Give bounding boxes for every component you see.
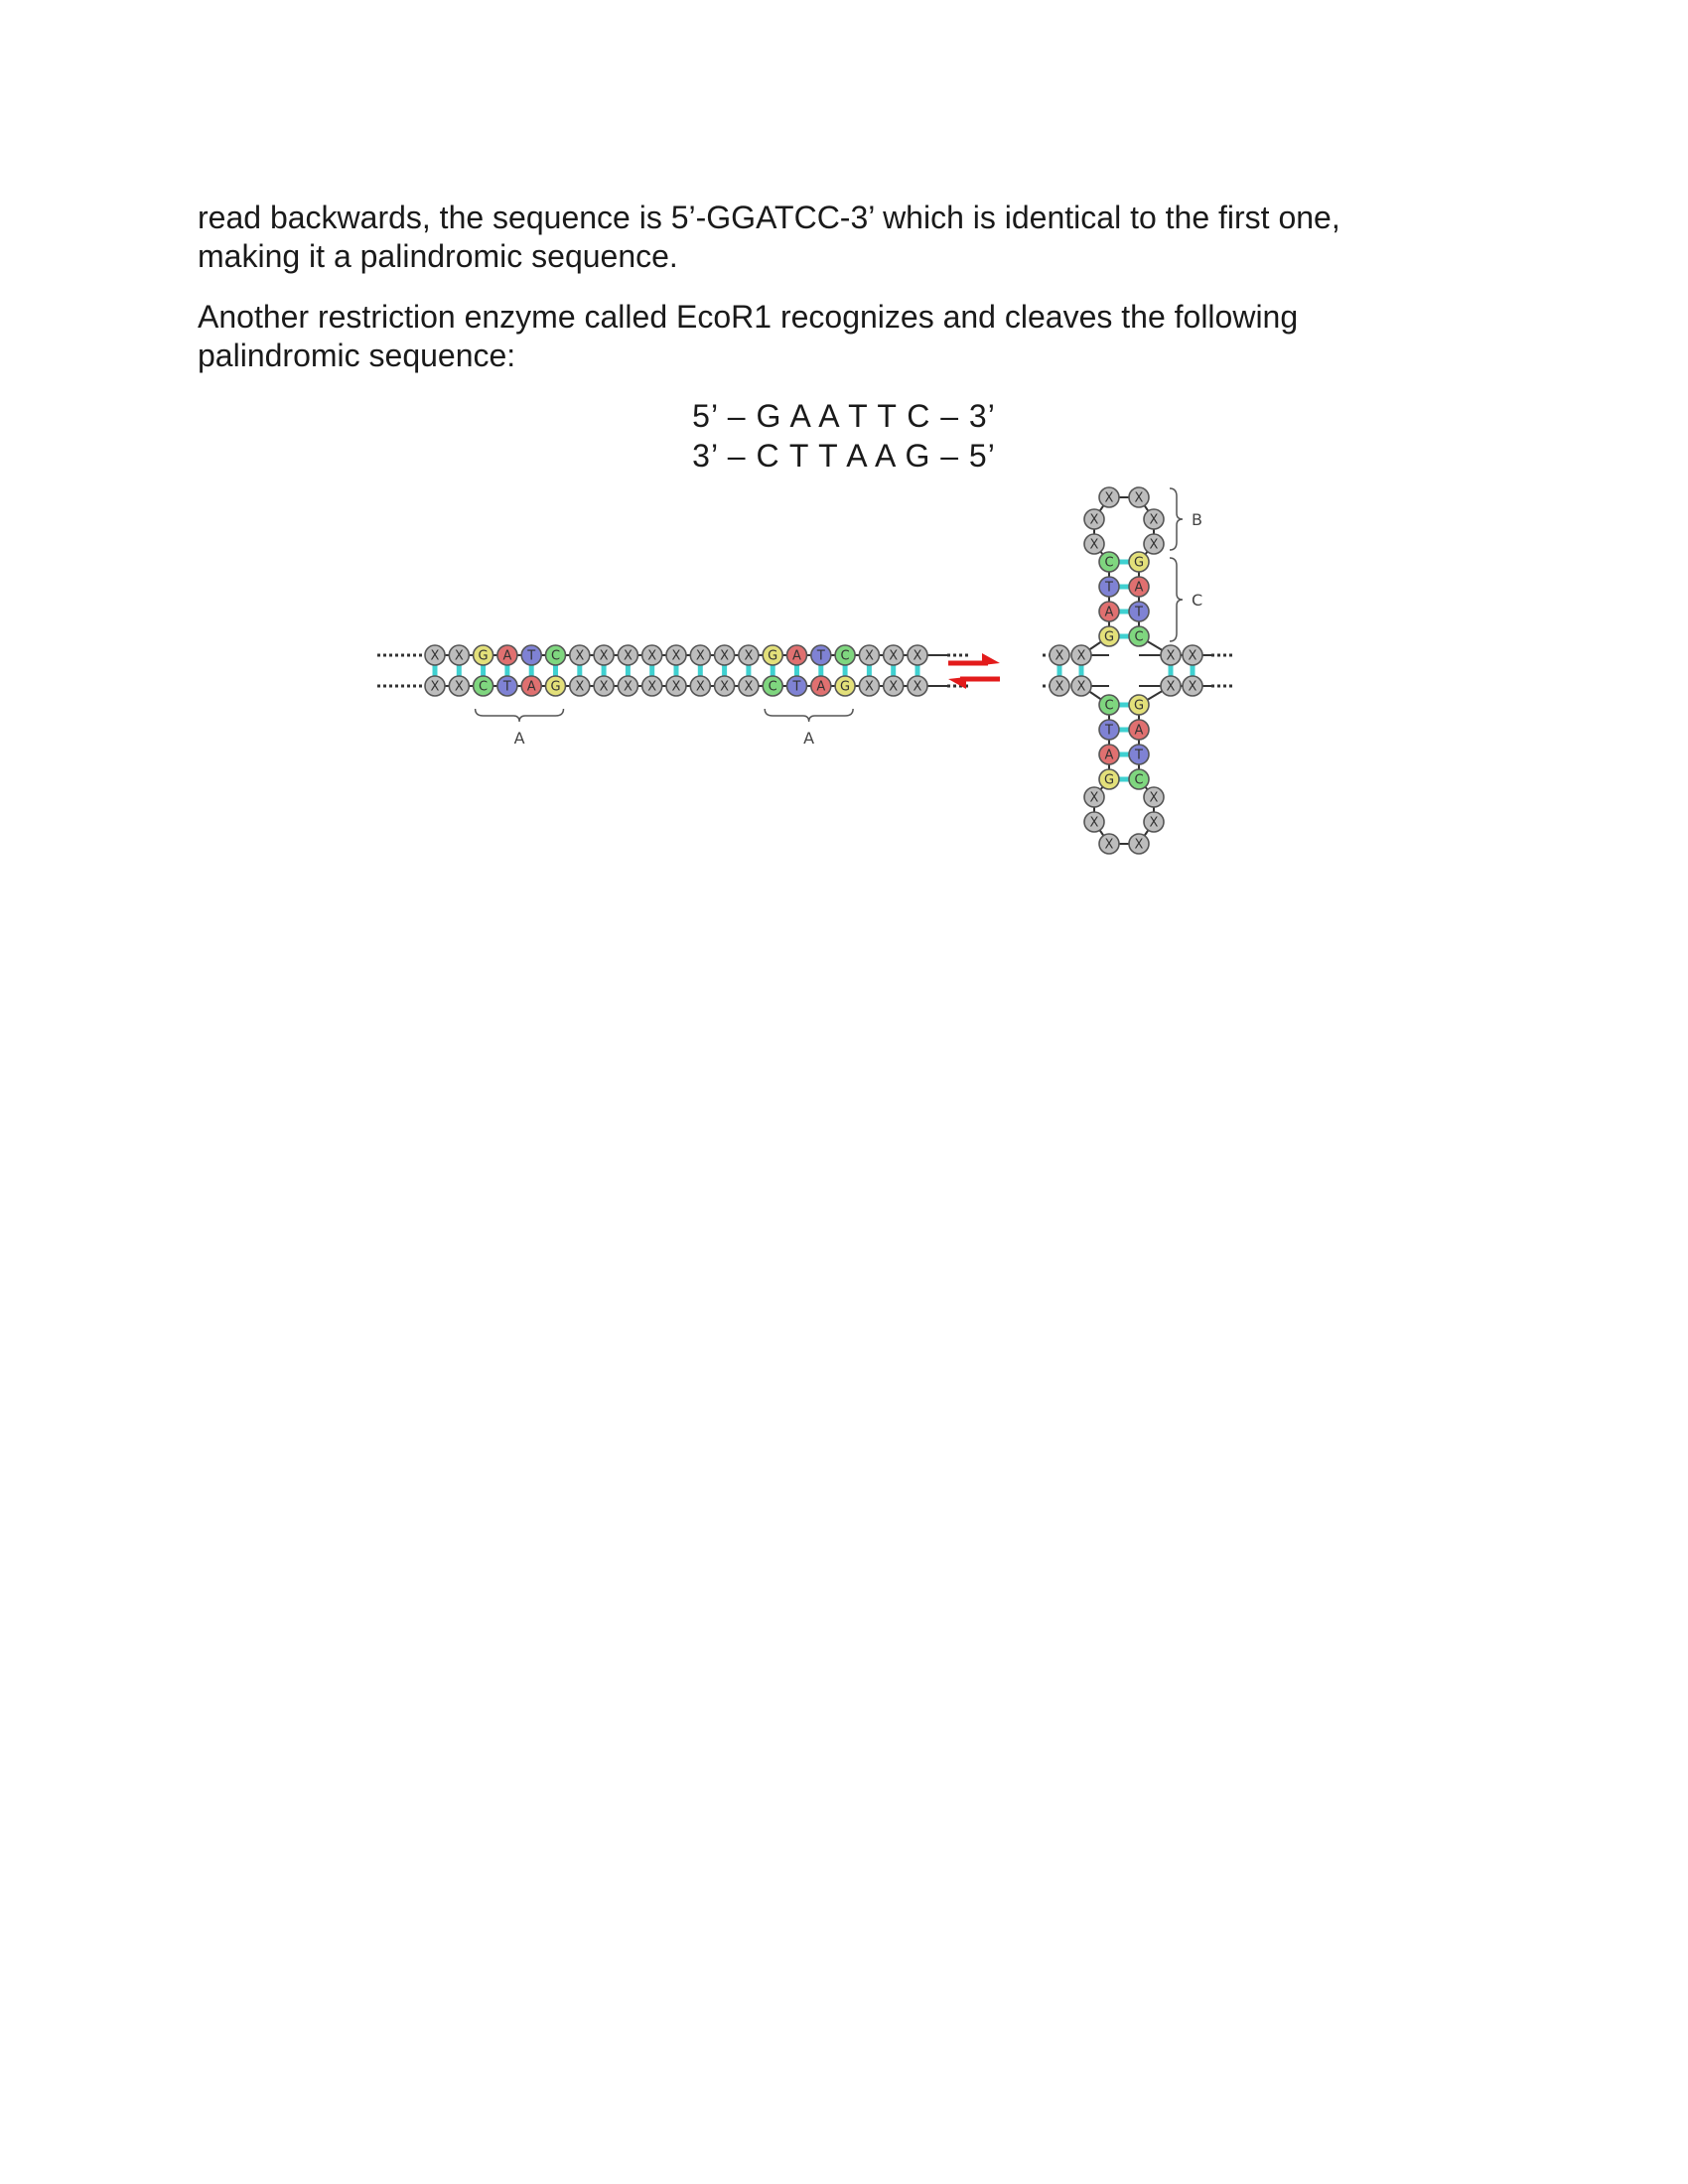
nucleotide-X: [715, 645, 735, 665]
nucleotide-X: [666, 645, 686, 665]
nucleotide-X: [1084, 534, 1104, 554]
nucleotide-C: [1099, 552, 1119, 572]
nucleotide-X: [859, 676, 879, 696]
nucleotide-A: [497, 645, 517, 665]
palindrome-brace: [476, 709, 564, 722]
arrow-forward-head: [982, 653, 1000, 665]
nucleotide-A: [1129, 577, 1149, 597]
nucleotide-letter: G: [1133, 555, 1145, 571]
nucleotide-letter: A: [1104, 748, 1114, 763]
nucleotide-letter: X: [695, 679, 705, 695]
nucleotide-X: [908, 645, 927, 665]
nucleotide-X: [1144, 534, 1164, 554]
arrow-back-head: [948, 677, 966, 689]
nucleotide-X: [1183, 645, 1202, 665]
nucleotide-X: [1161, 645, 1181, 665]
nucleotide-letter: X: [889, 648, 899, 664]
nucleotide-C: [474, 676, 493, 696]
nucleotide-letter: T: [502, 679, 511, 695]
nucleotide-letter: X: [1188, 648, 1197, 664]
nucleotide-X: [425, 676, 445, 696]
nucleotide-letter: X: [1076, 648, 1086, 664]
nucleotide-X: [690, 645, 710, 665]
nucleotide-letter: X: [1076, 679, 1086, 695]
nucleotide-T: [497, 676, 517, 696]
nucleotide-G: [835, 676, 855, 696]
nucleotide-letter: X: [454, 679, 464, 695]
nucleotide-letter: X: [1055, 648, 1064, 664]
nucleotide-letter: X: [1089, 537, 1099, 553]
nucleotide-letter: X: [720, 679, 730, 695]
nucleotide-letter: A: [502, 648, 512, 664]
nucleotide-G: [1099, 626, 1119, 646]
nucleotide-letter: X: [671, 648, 681, 664]
nucleotide-letter: T: [792, 679, 801, 695]
nucleotide-letter: X: [454, 648, 464, 664]
nucleotide-X: [1161, 676, 1181, 696]
nucleotide-X: [425, 645, 445, 665]
nucleotide-X: [1144, 509, 1164, 529]
region-brace: [1170, 488, 1183, 550]
nucleotide-letter: X: [1149, 512, 1159, 528]
nucleotide-X: [908, 676, 927, 696]
nucleotide-X: [642, 645, 662, 665]
nucleotide-letter: A: [1104, 605, 1114, 620]
nucleotide-letter: G: [768, 648, 778, 664]
nucleotide-X: [1129, 834, 1149, 854]
nucleotide-letter: C: [840, 648, 850, 664]
nucleotide-T: [1099, 720, 1119, 740]
nucleotide-letter: G: [478, 648, 489, 664]
nucleotide-letter: T: [527, 648, 536, 664]
nucleotide-X: [642, 676, 662, 696]
nucleotide-X: [594, 645, 614, 665]
nucleotide-X: [1084, 812, 1104, 832]
nucleotide-T: [811, 645, 831, 665]
nucleotides: [425, 487, 1202, 854]
nucleotide-X: [690, 676, 710, 696]
nucleotide-letter: C: [1104, 698, 1114, 714]
nucleotide-letter: X: [889, 679, 899, 695]
nucleotide-X: [449, 645, 469, 665]
nucleotide-T: [787, 676, 807, 696]
nucleotide-X: [859, 645, 879, 665]
paragraph-ecor1-intro: Another restriction enzyme called EcoR1 recognizes and cleaves the following palindromic sequence:: [198, 299, 1299, 373]
nucleotide-letter: X: [1104, 490, 1114, 506]
sequence-bottom-strand: 3’ – C T T A A G – 5’: [692, 438, 996, 474]
nucleotide-letter: X: [575, 679, 585, 695]
nucleotide-letter: G: [1133, 698, 1145, 714]
nucleotide-letter: X: [1166, 679, 1176, 695]
nucleotide-letter: G: [1103, 629, 1115, 645]
nucleotide-letter: X: [1149, 537, 1159, 553]
nucleotide-letter: X: [430, 679, 440, 695]
nucleotide-C: [1129, 626, 1149, 646]
nucleotide-X: [618, 645, 637, 665]
nucleotide-letter: X: [864, 648, 874, 664]
nucleotide-letter: X: [599, 648, 609, 664]
nucleotide-X: [594, 676, 614, 696]
nucleotide-letter: A: [1134, 723, 1144, 739]
paragraph-palindrome-explanation: read backwards, the sequence is 5’-GGATCC-3’ which is identical to the first one, making it a palindromic sequence.: [198, 200, 1340, 274]
nucleotide-C: [546, 645, 566, 665]
nucleotide-A: [787, 645, 807, 665]
nucleotide-letter: X: [1089, 790, 1099, 806]
nucleotide-letter: X: [1166, 648, 1176, 664]
nucleotide-X: [449, 676, 469, 696]
nucleotide-letter: X: [864, 679, 874, 695]
nucleotide-letter: X: [430, 648, 440, 664]
nucleotide-X: [1084, 509, 1104, 529]
nucleotide-C: [763, 676, 782, 696]
nucleotide-letter: C: [550, 648, 561, 664]
nucleotide-letter: X: [1089, 815, 1099, 831]
nucleotide-C: [835, 645, 855, 665]
nucleotide-X: [1071, 676, 1091, 696]
nucleotide-letter: C: [1134, 772, 1144, 788]
nucleotide-letter: X: [623, 648, 633, 664]
nucleotide-letter: X: [695, 648, 705, 664]
nucleotide-X: [1071, 645, 1091, 665]
region-label: C: [1192, 591, 1203, 610]
nucleotide-X: [1050, 645, 1069, 665]
nucleotide-T: [1099, 577, 1119, 597]
palindrome-hairpin-figure: [367, 475, 1321, 911]
nucleotide-letter: C: [1104, 555, 1114, 571]
nucleotide-G: [1099, 769, 1119, 789]
nucleotide-letter: X: [913, 648, 922, 664]
nucleotide-X: [739, 645, 759, 665]
region-label: B: [1192, 510, 1202, 529]
nucleotide-letter: X: [1104, 837, 1114, 853]
nucleotide-X: [570, 645, 590, 665]
nucleotide-letter: T: [1135, 605, 1143, 620]
nucleotide-letter: X: [1149, 815, 1159, 831]
nucleotide-letter: X: [575, 648, 585, 664]
nucleotide-G: [1129, 552, 1149, 572]
nucleotide-letter: A: [792, 648, 801, 664]
palindrome-label: A: [513, 729, 525, 748]
nucleotide-letter: X: [671, 679, 681, 695]
nucleotide-letter: X: [744, 648, 754, 664]
nucleotide-letter: X: [1055, 679, 1064, 695]
nucleotide-letter: X: [599, 679, 609, 695]
nucleotide-letter: X: [1134, 837, 1144, 853]
nucleotide-letter: G: [1103, 772, 1115, 788]
nucleotide-X: [1050, 676, 1069, 696]
region-brace: [1170, 558, 1183, 641]
nucleotide-X: [618, 676, 637, 696]
nucleotide-T: [1129, 745, 1149, 764]
nucleotide-letter: C: [479, 679, 489, 695]
nucleotide-X: [1099, 834, 1119, 854]
nucleotide-letter: A: [526, 679, 536, 695]
nucleotide-X: [715, 676, 735, 696]
nucleotide-letter: T: [816, 648, 825, 664]
nucleotide-G: [1129, 695, 1149, 715]
nucleotide-A: [1099, 745, 1119, 764]
nucleotide-X: [1084, 787, 1104, 807]
nucleotide-T: [521, 645, 541, 665]
nucleotide-X: [884, 645, 904, 665]
nucleotide-T: [1129, 602, 1149, 621]
nucleotide-X: [739, 676, 759, 696]
nucleotide-letter: X: [913, 679, 922, 695]
palindrome-label: A: [803, 729, 815, 748]
nucleotide-letter: C: [1134, 629, 1144, 645]
nucleotide-G: [474, 645, 493, 665]
sequence-top-strand: 5’ – G A A T T C – 3’: [692, 398, 996, 434]
nucleotide-G: [546, 676, 566, 696]
nucleotide-letter: A: [816, 679, 826, 695]
nucleotide-letter: G: [550, 679, 561, 695]
nucleotide-letter: T: [1105, 723, 1113, 739]
nucleotide-A: [521, 676, 541, 696]
nucleotide-letter: X: [1188, 679, 1197, 695]
nucleotide-C: [1099, 695, 1119, 715]
nucleotide-letter: X: [1134, 490, 1144, 506]
nucleotide-X: [666, 676, 686, 696]
nucleotide-letter: X: [744, 679, 754, 695]
nucleotide-letter: X: [1149, 790, 1159, 806]
nucleotide-letter: X: [647, 648, 657, 664]
nucleotide-letter: A: [1134, 580, 1144, 596]
nucleotide-X: [1129, 487, 1149, 507]
nucleotide-X: [1144, 787, 1164, 807]
nucleotide-X: [570, 676, 590, 696]
nucleotide-letter: X: [647, 679, 657, 695]
nucleotide-A: [811, 676, 831, 696]
nucleotide-C: [1129, 769, 1149, 789]
nucleotide-letter: X: [623, 679, 633, 695]
nucleotide-letter: X: [1089, 512, 1099, 528]
palindrome-brace: [765, 709, 853, 722]
nucleotide-letter: C: [768, 679, 777, 695]
nucleotide-A: [1129, 720, 1149, 740]
nucleotide-X: [1099, 487, 1119, 507]
nucleotide-X: [1144, 812, 1164, 832]
nucleotide-X: [1183, 676, 1202, 696]
nucleotide-X: [884, 676, 904, 696]
nucleotide-letter: G: [840, 679, 851, 695]
nucleotide-letter: T: [1135, 748, 1143, 763]
nucleotide-letter: X: [720, 648, 730, 664]
nucleotide-letter: T: [1105, 580, 1113, 596]
nucleotide-A: [1099, 602, 1119, 621]
nucleotide-G: [763, 645, 782, 665]
